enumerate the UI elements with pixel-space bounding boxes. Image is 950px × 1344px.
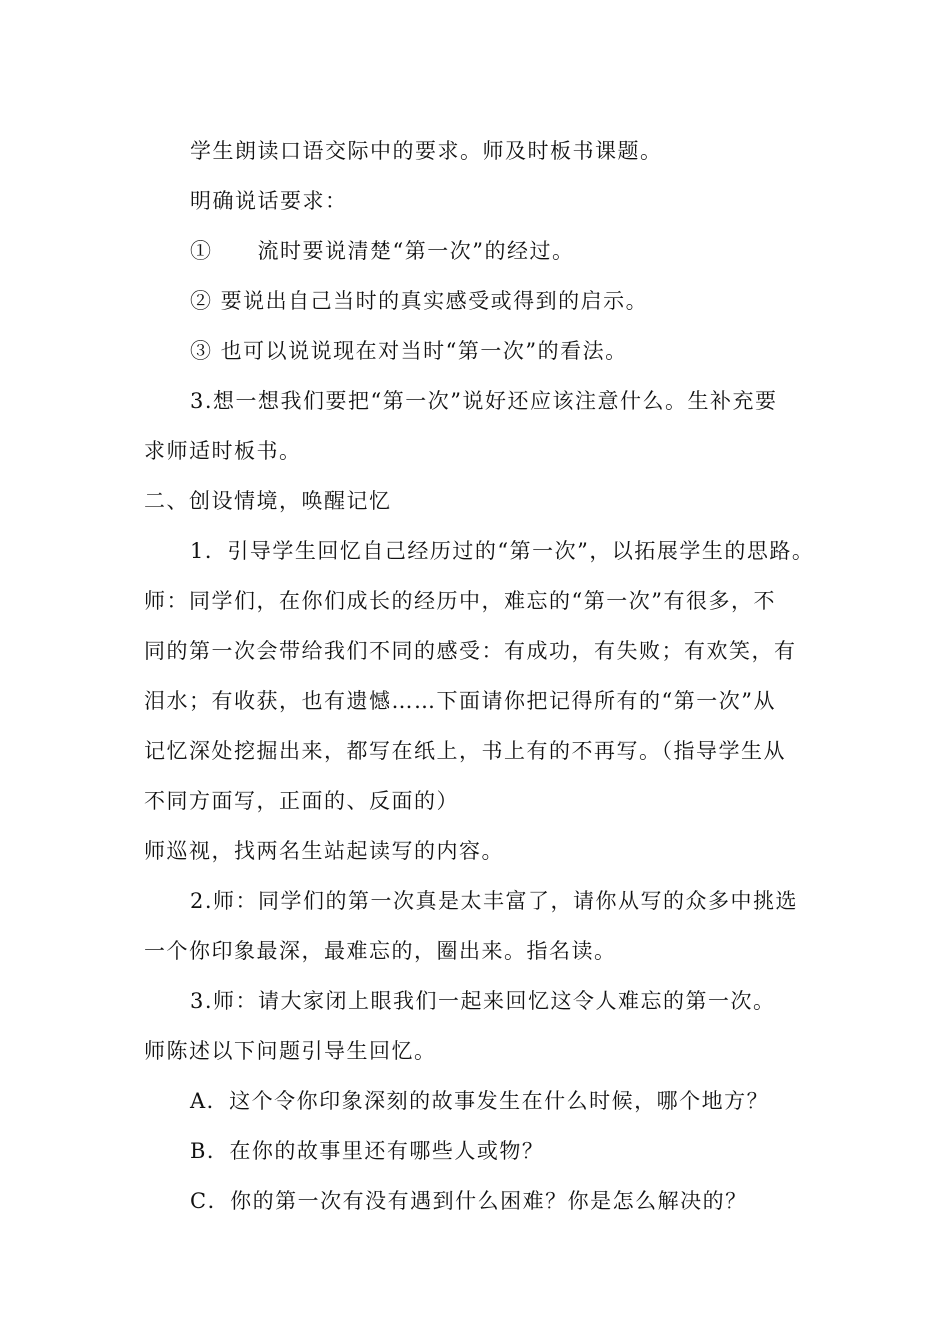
text-line: B．在你的故事里还有哪些人或物？ [190, 1139, 545, 1163]
text-line: 师巡视，找两名生站起读写的内容。 [144, 839, 504, 863]
text-line: 1．引导学生回忆自己经历过的“第一次”，以拓展学生的思路。 [190, 539, 815, 563]
text-line: ③ 也可以说说现在对当时“第一次”的看法。 [190, 339, 628, 363]
text-line: 同的第一次会带给我们不同的感受：有成功，有失败；有欢笑，有 [144, 639, 797, 663]
text-line: 3.想一想我们要把“第一次”说好还应该注意什么。生补充要 [190, 389, 778, 413]
text-line: 3.师：请大家闭上眼我们一起来回忆这令人难忘的第一次。 [190, 989, 776, 1013]
text-line: C．你的第一次有没有遇到什么困难？你是怎么解决的？ [190, 1189, 748, 1213]
text-line: 学生朗读口语交际中的要求。师及时板书课题。 [190, 139, 663, 163]
text-line: 2.师：同学们的第一次真是太丰富了，请你从写的众多中挑选 [190, 889, 799, 913]
text-line: 师陈述以下问题引导生回忆。 [144, 1039, 437, 1063]
text-line: 记忆深处挖掘出来，都写在纸上，书上有的不再写。（指导学生从 [144, 739, 786, 763]
text-line: ② 要说出自己当时的真实感受或得到的启示。 [190, 289, 649, 313]
text-line: 明确说话要求： [190, 189, 348, 213]
text-line: 求师适时板书。 [144, 439, 302, 463]
text-line: 师：同学们，在你们成长的经历中，难忘的“第一次”有很多，不 [144, 589, 776, 613]
text-line: 泪水；有收获，也有遗憾……下面请你把记得所有的“第一次”从 [144, 689, 776, 713]
text-line: ① 流时要说清楚“第一次”的经过。 [190, 239, 575, 263]
section-heading: 二、创设情境，唤醒记忆 [144, 489, 392, 513]
text-line: 不同方面写，正面的、反面的） [144, 789, 459, 813]
text-line: 一个你印象最深，最难忘的，圈出来。指名读。 [144, 939, 617, 963]
text-line: A．这个令你印象深刻的故事发生在什么时候，哪个地方？ [190, 1089, 770, 1113]
